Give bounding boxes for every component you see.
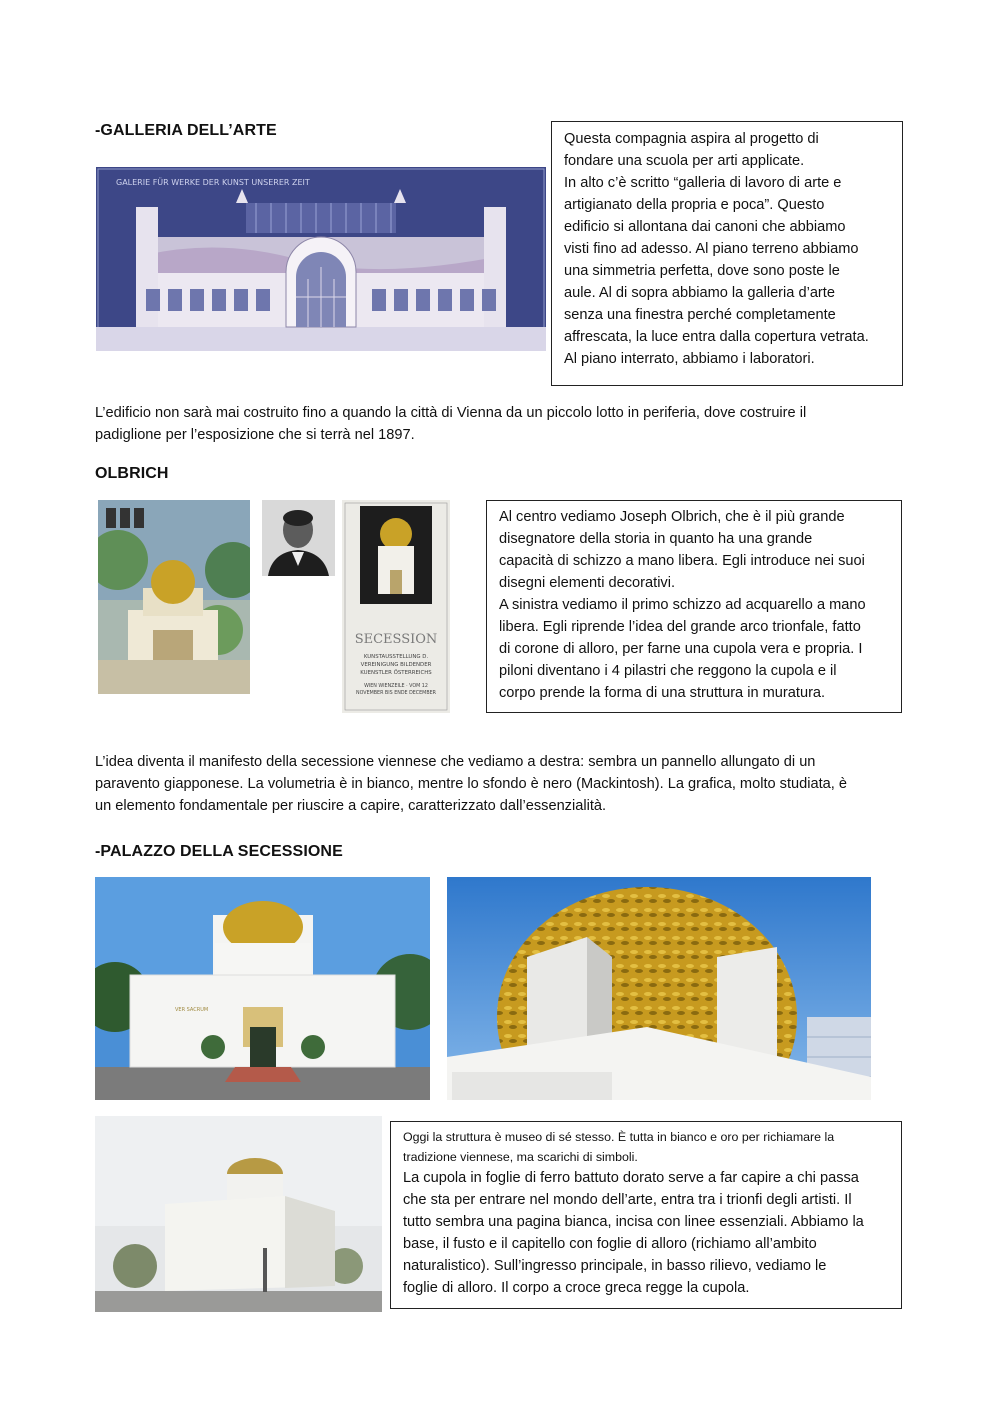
text-line: senza una finestra perché completamente [564, 307, 836, 323]
secession-dome-photo [447, 877, 871, 1100]
text-line: tradizione viennese, ma scarichi di simboli. [403, 1150, 638, 1164]
paragraph-line: paravento giapponese. La volumetria è in bianco, mentre lo sfondo è nero (Mackintosh). La grafica, molto studiata, è [95, 776, 848, 792]
text-line: affrescata, la luce entra dalla copertura vetrata. [564, 329, 869, 345]
secession-angle-photo [95, 1116, 382, 1312]
text-line: base, il fusto e il capitello con foglie di alloro (richiamo all’ambito [403, 1236, 817, 1252]
text-line: tutto sembra una pagina bianca, incisa con linee essenziali. Abbiamo la [403, 1214, 864, 1230]
text-box-galleria-body [564, 128, 890, 370]
text-box-olbrich [486, 500, 902, 713]
text-box-palazzo-intro [403, 1127, 889, 1167]
poster-text-line4: WIEN WIENZEILE · VOM 12 [364, 684, 428, 689]
text-line: Al centro vediamo Joseph Olbrich, che è il più grande [499, 509, 845, 525]
text-line: una simmetria perfetta, dove sono poste le [564, 263, 840, 279]
paragraph-manifesto [95, 751, 915, 817]
text-box-galleria [551, 121, 903, 386]
text-line: Questa compagnia aspira al progetto di [564, 131, 819, 147]
text-box-olbrich-body [499, 506, 889, 704]
text-line: disegni elementi decorativi. [499, 575, 676, 591]
text-line: corpo prende la forma di una struttura in muratura. [499, 685, 826, 701]
text-line: In alto c’è scritto “galleria di lavoro di arte e [564, 175, 842, 191]
text-line: che sta per entrare nel mondo dell’arte, entra tra i trionfi degli artisti. Il [403, 1192, 852, 1208]
poster-text-line1: KUNSTAUSSTELLUNG D. [363, 654, 429, 660]
text-line: libera. Egli riprende l’idea del grande arco trionfale, fatto [499, 619, 861, 635]
text-line: di corone di alloro, per farne una cupola vera e propria. I [499, 641, 863, 657]
facade-drawing-image [96, 167, 546, 351]
paragraph-vienna-lotto [95, 402, 915, 446]
drawing-caption-text: GALERIE FÜR WERKE DER KUNST UNSERER ZEIT [116, 178, 310, 187]
text-box-palazzo [390, 1121, 902, 1309]
watercolor-sketch-image [98, 500, 250, 694]
text-line: fondare una scuola per arti applicate. [564, 153, 805, 169]
paragraph-line: un elemento fondamentale per riuscire a capire, caratterizzato dall’essenzialità. [95, 798, 607, 814]
text-line: artigianato della propria e poca”. Questo [564, 197, 825, 213]
text-line: foglie di alloro. Il corpo a croce greca regge la cupola. [403, 1280, 750, 1296]
poster-title-text: SECESSION [354, 632, 438, 647]
text-line: naturalistico). Sull’ingresso principale, in basso rilievo, vediamo le [403, 1258, 827, 1274]
text-line: capacità di schizzo a mano libera. Egli introduce nei suoi [499, 553, 865, 569]
text-line: Oggi la struttura è museo di sé stesso. È tutta in bianco e oro per richiamare la [403, 1130, 835, 1144]
text-line: disegnatore della storia in quanto ha una grande [499, 531, 813, 547]
paragraph-line: padiglione per l’esposizione che si terrà nel 1897. [95, 427, 415, 443]
text-line: Al piano interrato, abbiamo i laboratori. [564, 351, 815, 367]
secession-poster-image [342, 500, 450, 713]
poster-text-line2: VEREINIGUNG BILDENDER [360, 662, 432, 668]
text-line: edificio si allontana dai canoni che abbiamo [564, 219, 846, 235]
text-line: piloni diventano i 4 pilastri che reggono la cupola e il [499, 663, 837, 679]
secession-front-photo [95, 877, 430, 1100]
text-line: A sinistra vediamo il primo schizzo ad acquarello a mano [499, 597, 866, 613]
paragraph-line: L’idea diventa il manifesto della secessione viennese che vediamo a destra: sembra un pannello allungato di un [95, 754, 816, 770]
poster-text-line3: KUENSTLER ÖSTERREICHS [360, 670, 432, 676]
olbrich-portrait-photo [262, 500, 335, 576]
section-heading-palazzo: -PALAZZO DELLA SECESSIONE [95, 843, 343, 860]
text-line: aule. Al di sopra abbiamo la galleria d’arte [564, 285, 835, 301]
text-line: visti fino ad adesso. Al piano terreno abbiamo [564, 241, 859, 257]
section-heading-olbrich: OLBRICH [95, 465, 169, 482]
text-box-palazzo-body [403, 1167, 889, 1299]
text-line: La cupola in foglie di ferro battuto dorato serve a far capire a chi passa [403, 1170, 859, 1186]
poster-text-line5: NOVEMBER BIS ENDE DECEMBER [356, 691, 436, 696]
section-heading-galleria: -GALLERIA DELL’ARTE [95, 122, 277, 139]
paragraph-line: L’edificio non sarà mai costruito fino a quando la città di Vienna da un piccolo lotto in periferia, dove costruire il [95, 405, 807, 421]
facade-inscription-text: VER SACRUM [175, 1007, 209, 1013]
